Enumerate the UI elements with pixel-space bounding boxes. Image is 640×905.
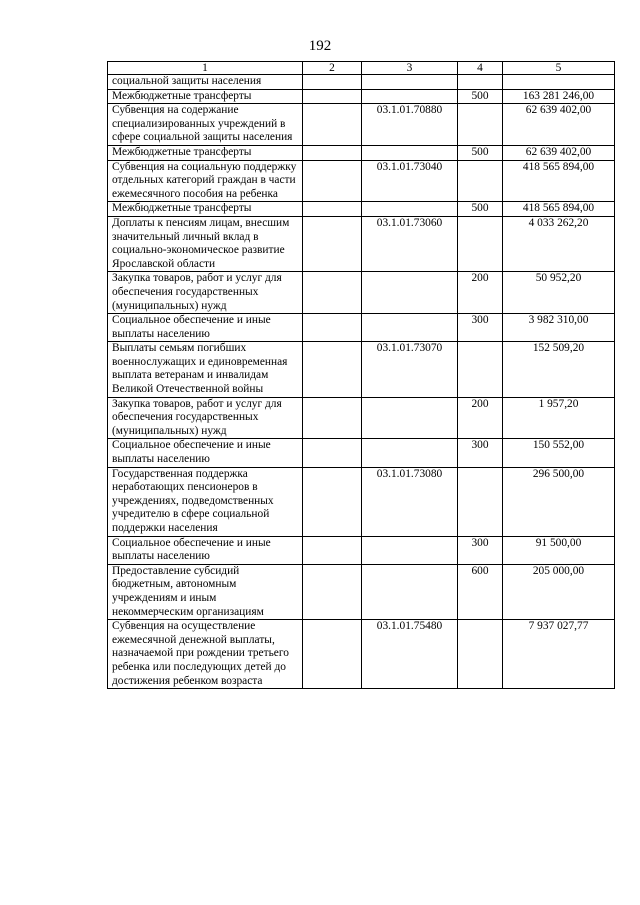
table-row [108,272,615,314]
row-code-cell: 03.1.01.73070 [362,342,458,397]
row-name-cell: Межбюджетные трансферты [108,202,303,217]
row-col2-cell [303,620,362,689]
row-col2-cell [303,145,362,160]
row-name-cell: Субвенция на содержание специализированных учреждений в сфере социальной защиты населения [108,104,303,146]
row-name-cell: Субвенция на осуществление ежемесячной денежной выплаты, назначаемой при рождении третьего ребенка или последующих детей до достижения ребенком возраста [108,620,303,689]
table-row [108,314,615,342]
row-code-cell: 03.1.01.73060 [362,216,458,271]
table-row [108,342,615,397]
row-code-cell: 03.1.01.75480 [362,620,458,689]
row-type-cell: 300 [458,536,503,564]
row-type-cell [458,160,503,202]
budget-table [107,61,615,689]
row-col2-cell [303,75,362,90]
row-amount-cell: 150 552,00 [503,439,615,467]
row-col2-cell [303,314,362,342]
row-name-cell: Межбюджетные трансферты [108,89,303,104]
row-amount-cell: 62 639 402,00 [503,104,615,146]
row-col2-cell [303,439,362,467]
row-name-cell: Выплаты семьям погибших военнослужащих и единовременная выплата ветеранам и инвалидам Великой Отечественной войны [108,342,303,397]
row-col2-cell [303,397,362,439]
table-row [108,145,615,160]
row-amount-cell: 296 500,00 [503,467,615,536]
header-cell-2: 2 [303,62,362,75]
row-name-cell: Закупка товаров, работ и услуг для обеспечения государственных (муниципальных) нужд [108,397,303,439]
row-type-cell [458,75,503,90]
header-cell-4: 4 [458,62,503,75]
table-row [108,75,615,90]
row-amount-cell: 91 500,00 [503,536,615,564]
row-amount-cell: 62 639 402,00 [503,145,615,160]
table-row [108,104,615,146]
row-name-cell: социальной защиты населения [108,75,303,90]
header-cell-5: 5 [503,62,615,75]
row-type-cell [458,216,503,271]
row-code-cell [362,397,458,439]
header-cell-3: 3 [362,62,458,75]
row-amount-cell: 418 565 894,00 [503,160,615,202]
row-name-cell: Межбюджетные трансферты [108,145,303,160]
row-code-cell [362,89,458,104]
table-row [108,397,615,439]
row-type-cell [458,104,503,146]
row-type-cell: 200 [458,397,503,439]
table-row [108,202,615,217]
row-code-cell [362,272,458,314]
row-type-cell [458,342,503,397]
row-name-cell: Субвенция на социальную поддержку отдельных категорий граждан в части ежемесячного пособия на ребенка [108,160,303,202]
row-code-cell [362,439,458,467]
row-name-cell: Социальное обеспечение и иные выплаты населению [108,439,303,467]
row-code-cell [362,314,458,342]
row-col2-cell [303,272,362,314]
row-col2-cell [303,536,362,564]
table-row [108,467,615,536]
row-col2-cell [303,89,362,104]
page-number: 192 [308,38,332,54]
row-amount-cell: 418 565 894,00 [503,202,615,217]
row-name-cell: Предоставление субсидий бюджетным, автономным учреждениям и иным некоммерческим организациям [108,564,303,619]
row-name-cell: Закупка товаров, работ и услуг для обеспечения государственных (муниципальных) нужд [108,272,303,314]
row-type-cell [458,467,503,536]
row-col2-cell [303,342,362,397]
row-amount-cell: 1 957,20 [503,397,615,439]
row-type-cell: 200 [458,272,503,314]
row-code-cell [362,75,458,90]
row-amount-cell: 7 937 027,77 [503,620,615,689]
row-type-cell: 300 [458,439,503,467]
row-code-cell [362,536,458,564]
row-type-cell: 500 [458,89,503,104]
row-amount-cell: 50 952,20 [503,272,615,314]
row-col2-cell [303,564,362,619]
row-col2-cell [303,104,362,146]
row-code-cell: 03.1.01.70880 [362,104,458,146]
row-amount-cell: 3 982 310,00 [503,314,615,342]
table-row [108,536,615,564]
row-amount-cell: 152 509,20 [503,342,615,397]
row-code-cell [362,202,458,217]
row-amount-cell: 4 033 262,20 [503,216,615,271]
row-name-cell: Социальное обеспечение и иные выплаты населению [108,314,303,342]
row-name-cell: Социальное обеспечение и иные выплаты населению [108,536,303,564]
table-row [108,439,615,467]
table-header-row [108,62,615,75]
row-amount-cell [503,75,615,90]
table-row [108,620,615,689]
row-type-cell: 500 [458,145,503,160]
row-type-cell [458,620,503,689]
table-row [108,216,615,271]
row-code-cell [362,145,458,160]
row-col2-cell [303,160,362,202]
row-code-cell [362,564,458,619]
table-row [108,89,615,104]
row-code-cell: 03.1.01.73040 [362,160,458,202]
row-type-cell: 600 [458,564,503,619]
row-amount-cell: 205 000,00 [503,564,615,619]
row-name-cell: Государственная поддержка неработающих пенсионеров в учреждениях, подведомственных учредителю в сфере социальной поддержки населения [108,467,303,536]
header-cell-1: 1 [108,62,303,75]
row-type-cell: 500 [458,202,503,217]
row-amount-cell: 163 281 246,00 [503,89,615,104]
row-col2-cell [303,216,362,271]
table-row [108,564,615,619]
row-name-cell: Доплаты к пенсиям лицам, внесшим значительный личный вклад в социально-экономическое развитие Ярославской области [108,216,303,271]
row-code-cell: 03.1.01.73080 [362,467,458,536]
row-col2-cell [303,202,362,217]
table-row [108,160,615,202]
row-type-cell: 300 [458,314,503,342]
row-col2-cell [303,467,362,536]
